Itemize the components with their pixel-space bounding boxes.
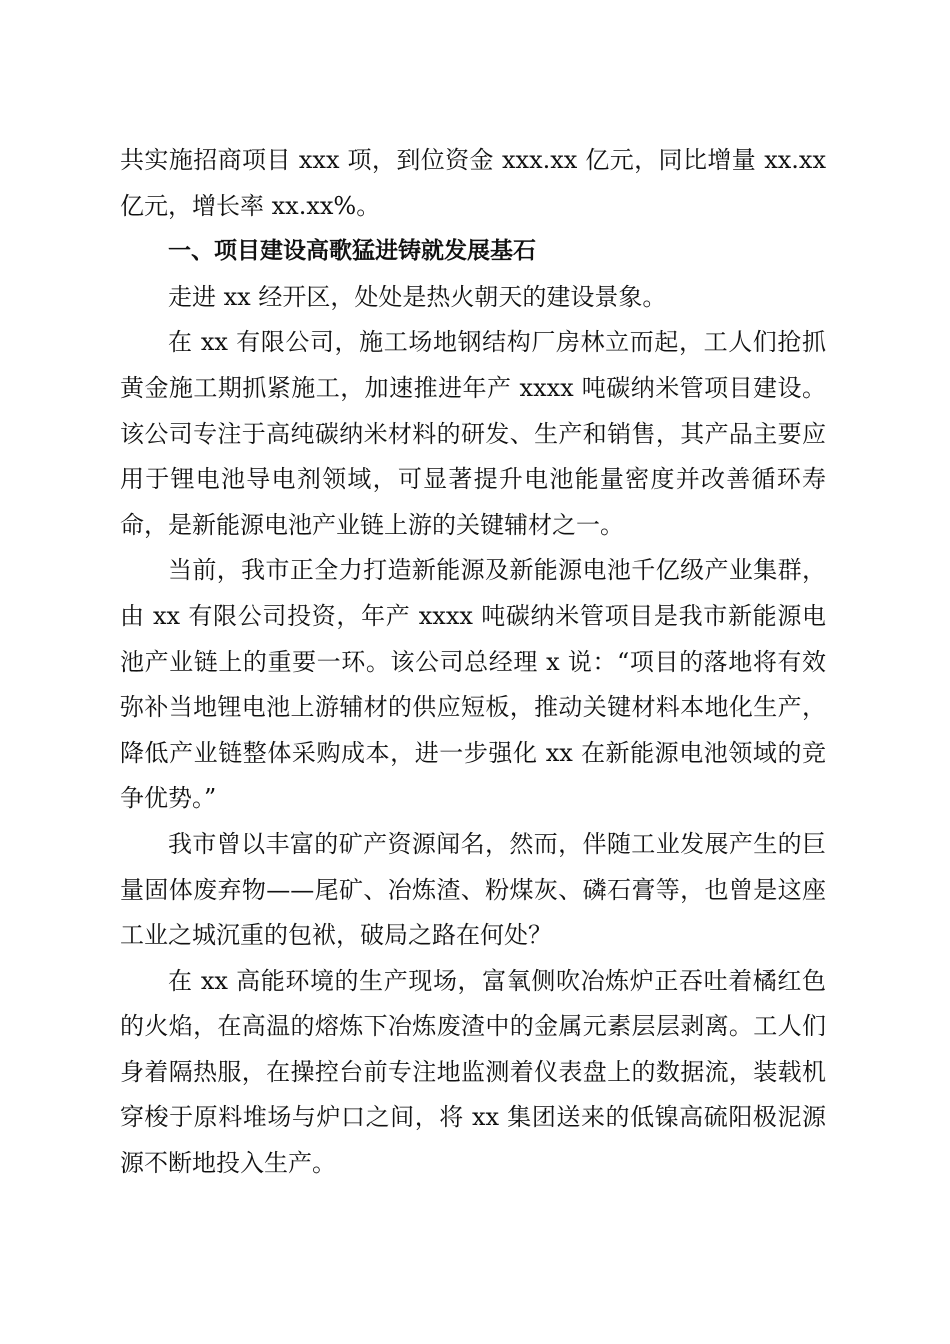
paragraph: 在 xx 高能环境的生产现场，富氧侧吹冶炼炉正吞吐着橘红色的火焰，在高温的熔炼下冶炼废渣中的金属元素层层剥离。工人们身着隔热服，在操控台前专注地监测着仪表盘上的数据流，装载机穿梭于原料堆场与炉口之间，将 xx 集团送来的低镍高硫阳极泥源源不断地投入生产。 — [120, 966, 826, 1178]
paragraph: 在 xx 有限公司，施工场地钢结构厂房林立而起，工人们抢抓黄金施工期抓紧施工，加速推进年产 xxxx 吨碳纳米管项目建设。该公司专注于高纯碳纳米材料的研发、生产和销售，其产品主要应用于锂电池导电剂领域，可显著提升电池能量密度并改善循环寿命，是新能源电池产业链上游的关键辅材之一。 — [120, 328, 826, 539]
paragraph: 我市曾以丰富的矿产资源闻名，然而，伴随工业发展产生的巨量固体废弃物——尾矿、冶炼渣、粉煤灰、磷石膏等，也曾是这座工业之城沉重的包袱，破局之路在何处？ — [120, 829, 826, 950]
document-body — [120, 138, 826, 1187]
paragraph: 当前，我市正全力打造新能源及新能源电池千亿级产业集群，由 xx 有限公司投资，年产 xxxx 吨碳纳米管项目是我市新能源电池产业链上的重要一环。该公司总经理 x 说：“项目的落地将有效弥补当地锂电池上游辅材的供应短板，推动关键材料本地化生产，降低产业链整体采购成本，进一步强化 xx 在新能源电池领域的竞争优势。” — [120, 556, 826, 813]
section-heading: 一、项目建设高歌猛进铸就发展基石 — [168, 238, 536, 265]
paragraph-continuation: 共实施招商项目 xxx 项，到位资金 xxx.xx 亿元，同比增量 xx.xx 亿元，增长率 xx.xx%。 — [120, 146, 826, 220]
paragraph: 走进 xx 经开区，处处是热火朝天的建设景象。 — [168, 282, 667, 311]
